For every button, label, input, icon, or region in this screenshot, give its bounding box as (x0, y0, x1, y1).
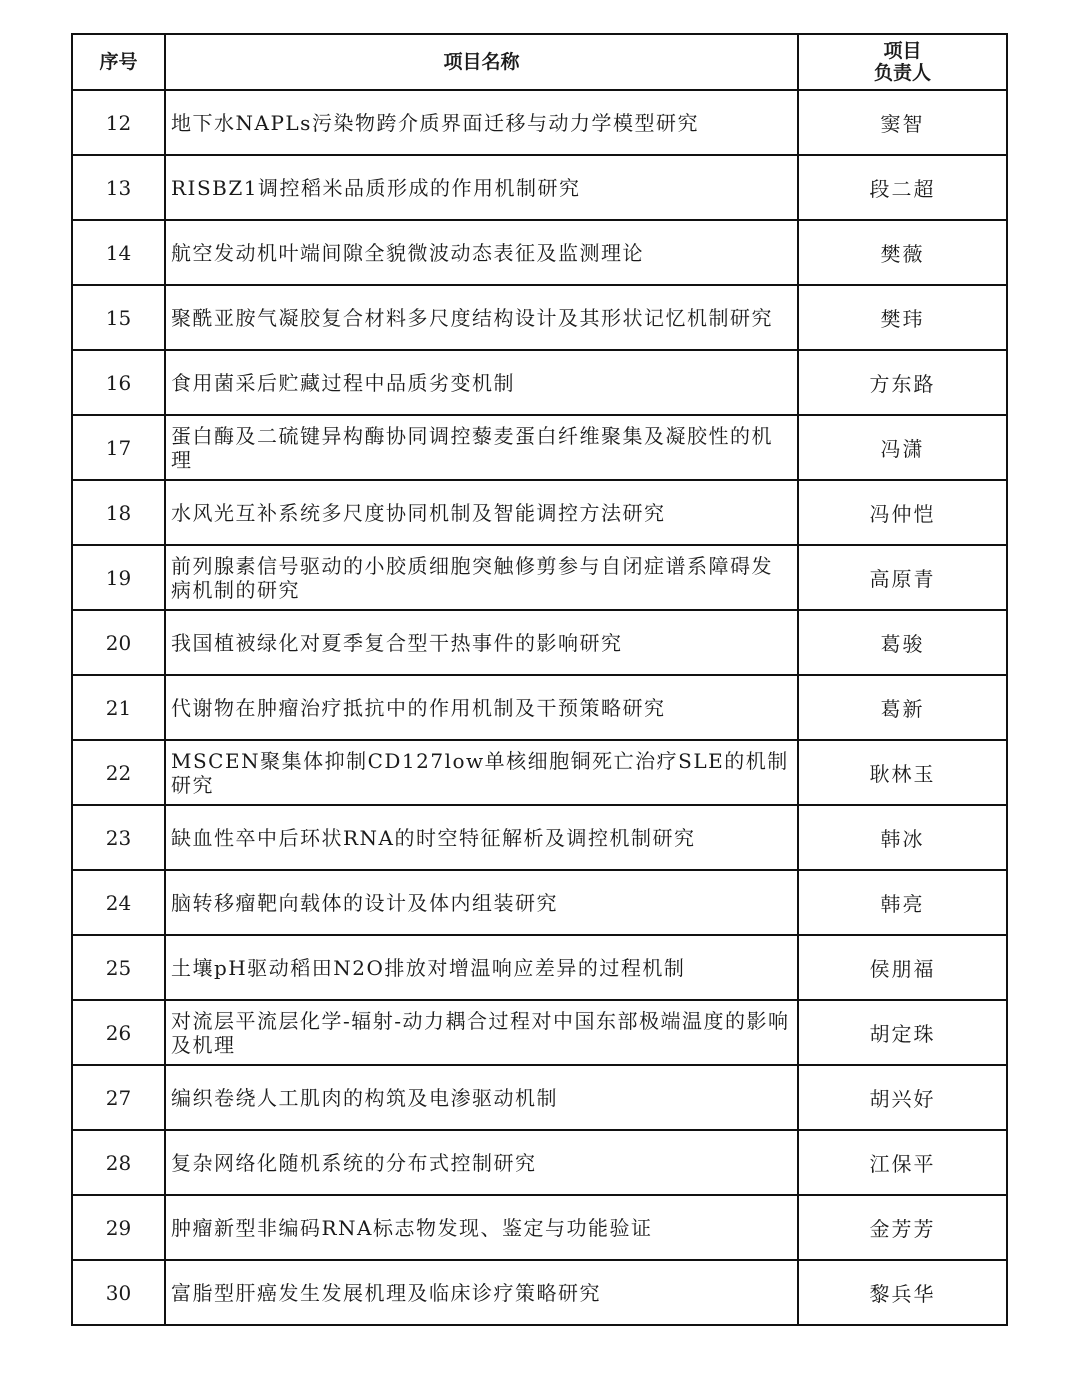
project-leader-cell: 樊玮 (798, 285, 1007, 350)
project-leader-cell: 侯朋福 (798, 935, 1007, 1000)
table-row (72, 1260, 1007, 1325)
serial-number-cell: 27 (72, 1065, 165, 1130)
project-name-cell: 对流层平流层化学-辐射-动力耦合过程对中国东部极端温度的影响及机理 (165, 1000, 798, 1065)
table-row (72, 285, 1007, 350)
project-leader-cell: 金芳芳 (798, 1195, 1007, 1260)
table-row (72, 545, 1007, 610)
serial-number-cell: 13 (72, 155, 165, 220)
project-name-cell: 脑转移瘤靶向载体的设计及体内组装研究 (165, 870, 798, 935)
header-project-leader (798, 34, 1007, 90)
project-name-cell: 代谢物在肿瘤治疗抵抗中的作用机制及干预策略研究 (165, 675, 798, 740)
project-name-cell: 地下水NAPLs污染物跨介质界面迁移与动力学模型研究 (165, 90, 798, 155)
project-name-cell: 土壤pH驱动稻田N2O排放对增温响应差异的过程机制 (165, 935, 798, 1000)
project-name-cell: 水风光互补系统多尺度协同机制及智能调控方法研究 (165, 480, 798, 545)
table-row (72, 935, 1007, 1000)
serial-number-cell: 30 (72, 1260, 165, 1325)
serial-number-cell: 23 (72, 805, 165, 870)
project-name-cell: 聚酰亚胺气凝胶复合材料多尺度结构设计及其形状记忆机制研究 (165, 285, 798, 350)
serial-number-cell: 26 (72, 1000, 165, 1065)
serial-number-cell: 21 (72, 675, 165, 740)
header-leader-line1: 项目 (883, 40, 922, 62)
project-name-cell: 航空发动机叶端间隙全貌微波动态表征及监测理论 (165, 220, 798, 285)
table-row (72, 1000, 1007, 1065)
serial-number-cell: 20 (72, 610, 165, 675)
project-leader-cell: 段二超 (798, 155, 1007, 220)
project-leader-cell: 江保平 (798, 1130, 1007, 1195)
serial-number-cell: 24 (72, 870, 165, 935)
project-name-cell: 食用菌采后贮藏过程中品质劣变机制 (165, 350, 798, 415)
project-leader-cell: 胡兴好 (798, 1065, 1007, 1130)
serial-number-cell: 19 (72, 545, 165, 610)
table-row (72, 90, 1007, 155)
serial-number-cell: 12 (72, 90, 165, 155)
project-name-cell: 我国植被绿化对夏季复合型干热事件的影响研究 (165, 610, 798, 675)
project-leader-cell: 窦智 (798, 90, 1007, 155)
project-leader-cell: 高原青 (798, 545, 1007, 610)
project-leader-cell: 黎兵华 (798, 1260, 1007, 1325)
project-leader-cell: 葛骏 (798, 610, 1007, 675)
project-name-cell: 肿瘤新型非编码RNA标志物发现、鉴定与功能验证 (165, 1195, 798, 1260)
project-name-cell: 蛋白酶及二硫键异构酶协同调控藜麦蛋白纤维聚集及凝胶性的机理 (165, 415, 798, 480)
table-body (72, 90, 1007, 1325)
project-name-cell: 前列腺素信号驱动的小胶质细胞突触修剪参与自闭症谱系障碍发病机制的研究 (165, 545, 798, 610)
table-row (72, 1130, 1007, 1195)
header-leader-line2: 负责人 (873, 62, 931, 84)
project-leader-cell: 韩亮 (798, 870, 1007, 935)
project-name-cell: MSCEN聚集体抑制CD127low单核细胞铜死亡治疗SLE的机制研究 (165, 740, 798, 805)
table-row (72, 805, 1007, 870)
serial-number-cell: 14 (72, 220, 165, 285)
table-row (72, 1195, 1007, 1260)
project-name-cell: 富脂型肝癌发生发展机理及临床诊疗策略研究 (165, 1260, 798, 1325)
table-row (72, 610, 1007, 675)
project-leader-cell: 耿林玉 (798, 740, 1007, 805)
serial-number-cell: 17 (72, 415, 165, 480)
table-row (72, 740, 1007, 805)
table-row (72, 350, 1007, 415)
project-name-cell: 复杂网络化随机系统的分布式控制研究 (165, 1130, 798, 1195)
header-serial-number: 序号 (72, 34, 165, 90)
table-row (72, 415, 1007, 480)
project-leader-cell: 樊薇 (798, 220, 1007, 285)
serial-number-cell: 16 (72, 350, 165, 415)
table-row (72, 155, 1007, 220)
project-leader-cell: 冯仲恺 (798, 480, 1007, 545)
project-leader-cell: 冯潇 (798, 415, 1007, 480)
project-leader-cell: 韩冰 (798, 805, 1007, 870)
header-row (72, 34, 1007, 90)
table-row (72, 220, 1007, 285)
serial-number-cell: 18 (72, 480, 165, 545)
project-name-cell: RISBZ1调控稻米品质形成的作用机制研究 (165, 155, 798, 220)
project-leader-cell: 葛新 (798, 675, 1007, 740)
table-row (72, 870, 1007, 935)
table-row (72, 480, 1007, 545)
table-row (72, 1065, 1007, 1130)
project-name-cell: 编织卷绕人工肌肉的构筑及电渗驱动机制 (165, 1065, 798, 1130)
project-name-cell: 缺血性卒中后环状RNA的时空特征解析及调控机制研究 (165, 805, 798, 870)
table-row (72, 675, 1007, 740)
serial-number-cell: 28 (72, 1130, 165, 1195)
project-table (71, 33, 1008, 1326)
serial-number-cell: 15 (72, 285, 165, 350)
project-leader-cell: 胡定珠 (798, 1000, 1007, 1065)
serial-number-cell: 22 (72, 740, 165, 805)
project-leader-cell: 方东路 (798, 350, 1007, 415)
header-project-name: 项目名称 (165, 34, 798, 90)
serial-number-cell: 29 (72, 1195, 165, 1260)
serial-number-cell: 25 (72, 935, 165, 1000)
